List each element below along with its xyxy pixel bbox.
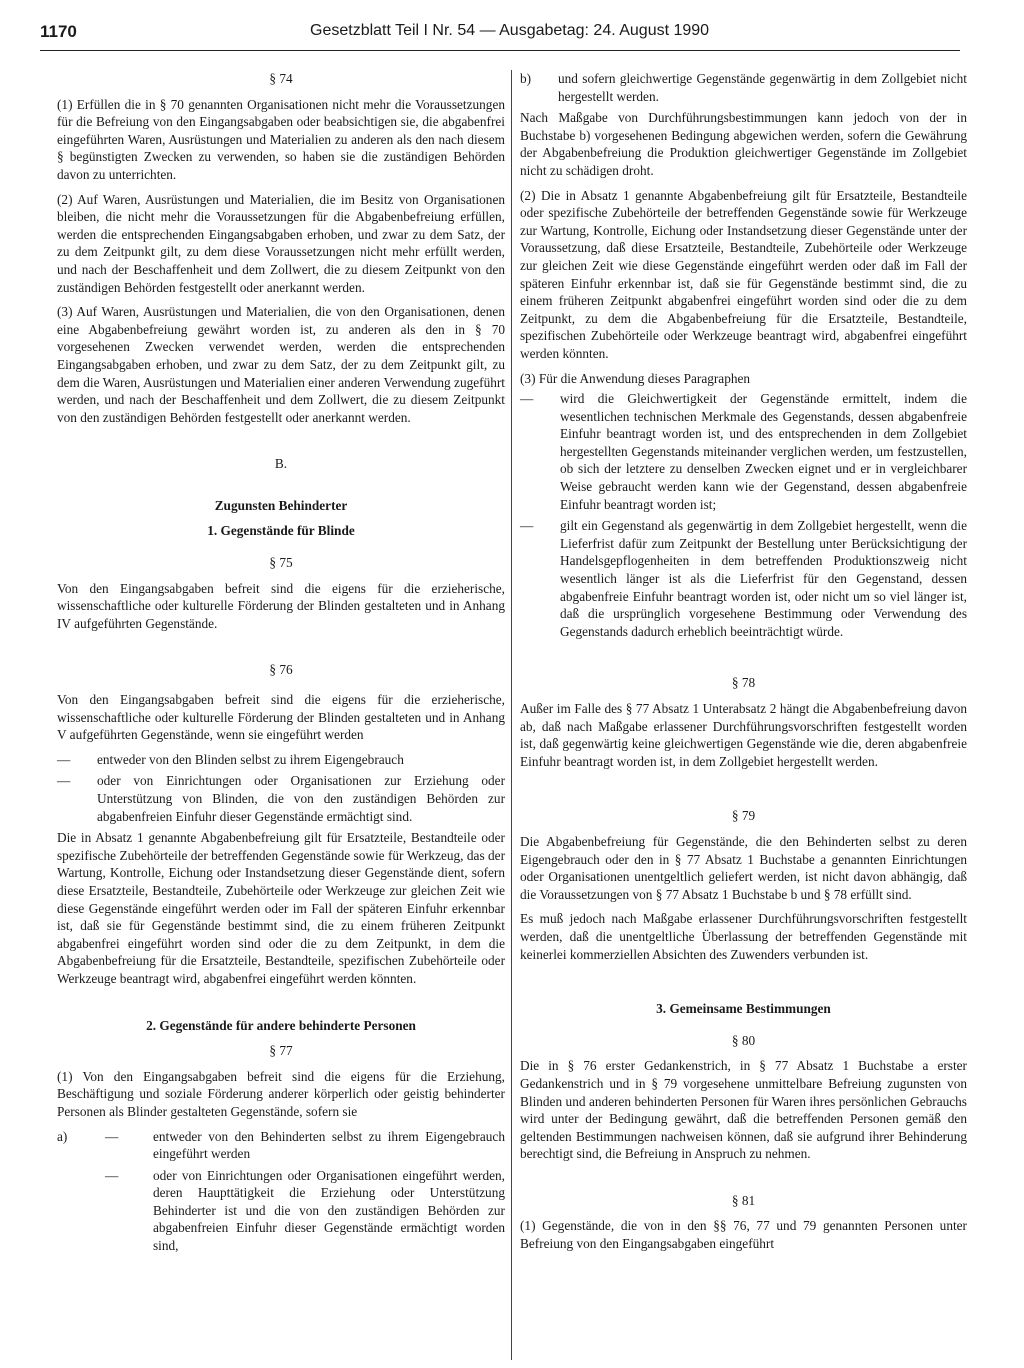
section-74-paragraph-3: (3) Auf Waren, Ausrüstungen und Materialien, die von den Organisationen, denen eine Abgabenbefreiung gewährt worden ist, zu anderen als den in § 70 vorgesehenen Zwecken verwendet werden, werden die entsprechenden Eingangsabgaben erhoben, und zwar zu dem Satz, der zu dem Zeitpunkt gilt, zu dem die Waren, Ausrüstungen und Materialien einer anderen Verwendung zugeführt werden, und nach der Beschaffenheit und dem Zollwert, die zu diesem Zeitpunkt von den zuständigen Behörden festgestellt oder anerkannt werden. — [57, 304, 505, 425]
section-74-paragraph-2: (2) Auf Waren, Ausrüstungen und Materialien, die im Besitz von Organisationen bleiben, die nicht mehr die Voraussetzungen für die Abgabenbefreiung erfüllen, werden die entsprechenden Eingangsabgaben erhoben, und zwar zu dem Satz, der zu dem Zeitpunkt gilt, zu dem diese Voraussetzungen nicht mehr erfüllt werden, und nach der Beschaffenheit und dem Zollwert, die zu diesem Zeitpunkt von den zuständigen Behörden festgestellt oder anerkannt werden. — [57, 191, 505, 295]
item-a-dash-1: — — [105, 1128, 119, 1144]
section-78-paragraph: Außer im Falle des § 77 Absatz 1 Unterabsatz 2 hängt die Abgabenbefreiung davon ab, daß nach Maßgabe erlassener Durchführungsvorschriften festgestellt worden ist, daß gegenwärtig keine gleichwertigen Gegenstände wie die, deren abgabenfreie Einfuhr beantragt worden ist, in dem Zollgebiet hergestellt werden. — [520, 701, 967, 769]
section-79-paragraph-1: Die Abgabenbefreiung für Gegenstände, die den Behinderten selbst zu deren Eigengebrauch oder den in § 77 Absatz 1 Buchstabe a genannten Einrichtungen oder Organisationen unentgeltlich geliefert werden, ist nicht davon abhängig, daß die Voraussetzungen von § 77 Absatz 1 Buchstabe b und § 78 erfüllt sind. — [520, 833, 967, 902]
section-74-title: § 74 — [269, 71, 293, 86]
section-80-paragraph: Die in § 76 erster Gedankenstrich, in § 77 Absatz 1 Buchstabe a erster Gedankenstrich und in § 79 vorgesehene unmittelbare Befreiung zugunsten von Blinden und anderen behinderten Personen für Waren ihres persönlichen Gebrauchs wird unter der Bedingung gewährt, daß die betreffenden Personen gemäß den geltenden Bestimmungen nachweisen können, daß sie aufgrund ihrer Behinderung berechtigt sind, die Befreiung in Anspruch zu nehmen. — [520, 1058, 967, 1162]
left-column — [57, 70, 505, 1259]
section-81-paragraph-1: (1) Gegenstände, die von in den §§ 76, 77 und 79 genannten Personen unter Befreiung von den Eingangsabgaben eingeführt — [520, 1218, 967, 1252]
section-75-title: § 75 — [269, 555, 293, 571]
page-number: 1170 — [40, 22, 77, 41]
section-77-item-b — [520, 70, 967, 105]
subsection-1-title: 1. Gegenstände für Blinde — [207, 523, 355, 539]
item-b-text: und sofern gleichwertige Gegenstände gegenwärtig in dem Zollgebiet nicht hergestellt werden. — [558, 71, 967, 104]
section-76-paragraph-2: Die in Absatz 1 genannte Abgabenbefreiung gilt für Ersatzteile, Bestandteile oder spezifische Zubehörteile der betreffenden Gegenstände sowie für Werkzeug, das der Wartung, Kontrolle, Eichung oder Instandsetzung dieser Gegenstände dient, sofern diese Ersatzteile, Bestandteile, Zubehörteile oder Werkzeuge zur gleichen Zeit wie diese Gegenstände eingeführt werden oder im Fall der späteren Einfuhr erkennbar ist, daß sie für Gegenstände bestimmt sind, die zu einem früheren Zeitpunkt abgabenfrei eingeführt worden sind oder die zu dem Zeitpunkt, in dem die Abgabenbefreiung für die Ersatzteile, Bestandteile, spezifischen Zubehörteile oder Werkzeuge beantragt wird, abgabenfrei eingeführt werden könnten. — [57, 830, 505, 986]
section-77-title: § 77 — [269, 1043, 293, 1059]
item-a-dash-2-text: oder von Einrichtungen oder Organisationen eingeführt werden, deren Haupttätigkeit die Erziehung oder Unterstützung Behinderter ist und die von den zuständigen Behörden zur abgabenfreien Einfuhr dieser Gegenstände ermächtigt worden sind, — [153, 1167, 505, 1254]
page-header — [40, 16, 960, 51]
section-80-title: § 80 — [731, 1032, 756, 1048]
section-79-title: § 79 — [731, 808, 756, 824]
section-76-dash-item-1: — entweder von den Blinden selbst zu ihrem Eigengebrauch — [57, 751, 505, 769]
running-title: Gesetzblatt Teil I Nr. 54 — Ausgabetag: 24. August 1990 — [310, 22, 710, 39]
subsection-2-title: 2. Gegenstände für andere behinderte Personen — [146, 1017, 416, 1033]
section-77-dash-item-2: — gilt ein Gegenstand als gegenwärtig in dem Zollgebiet hergestellt, wenn die Lieferfrist dafür zum Zeitpunkt der Bestellung unter Berücksichtigung der Handelsgepflogenheiten in dem betreffenden Produktionszweig nicht wesentlich länger ist als die Lieferfrist für den Gegenstand, dessen abgabenfreie Einfuhr beantragt worden ist, oder nicht um so viel länger ist, daß die ursprünglich vorgesehene Bestimmung oder Verwendung des Gegenstands dadurch erheblich beeinträchtigt würde. — [520, 517, 967, 640]
section-77-paragraph-1: (1) Von den Eingangsabgaben befreit sind die eigens für die Erziehung, Beschäftigung und soziale Förderung anderer körperlich oder geistig behinderter Personen als Blinder gestalteten Gegenstände, sofern sie — [57, 1068, 505, 1119]
item-b-marker: b) — [520, 71, 532, 86]
section-75-paragraph: Von den Eingangsabgaben befreit sind die eigens für die erzieherische, wissenschaftliche oder kulturelle Förderung der Blinden gestalteten und in Anhang IV aufgeführten Gegenstände. — [57, 580, 505, 631]
section-81-title: § 81 — [731, 1192, 756, 1208]
section-77-item-a-2 — [57, 1167, 505, 1255]
item-a-dash-1-text: entweder von den Behinderten selbst zu ihrem Eigengebrauch eingeführt werden — [153, 1128, 505, 1162]
part-b-heading: B. — [274, 456, 288, 472]
section-78-title: § 78 — [731, 675, 756, 691]
section-77-item-a-1 — [57, 1128, 505, 1163]
section-77-exception-paragraph: Nach Maßgabe von Durchführungsbestimmungen kann jedoch von der in Buchstabe b) vorgesehenen Bedingung abgewichen werden, sofern die Gewährung der Abgabenbefreiung die Produktion gleichwertiger Gegenstände im Zollgebiet nicht zu schädigen droht. — [520, 110, 967, 178]
right-column — [520, 70, 967, 1260]
part-b-title: Zugunsten Behinderter — [214, 497, 348, 513]
section-77-paragraph-3: (3) Für die Anwendung dieses Paragraphen — [520, 370, 751, 386]
section-77-dash-item-1: — wird die Gleichwertigkeit der Gegenstände ermittelt, indem die wesentlichen technischen Merkmale des Gegenstands, dessen abgabenfreie Einfuhr beantragt worden ist, und des entsprechenden in dem Zollgebiet hergestellten Gegenstands miteinander verglichen werden, um festzustellen, ob sich der letztere zu denselben Zwecken eignet und er in vergleichbarer Weise gebraucht werden kann wie der Gegenstand, dessen abgabenfreie Einfuhr beantragt worden ist; — [520, 390, 967, 513]
section-76-title: § 76 — [269, 662, 293, 678]
section-76-dash-item-2: — oder von Einrichtungen oder Organisationen zur Erziehung oder Unterstützung von Blinden, die von den zuständigen Behörden zur abgabenfreien Einfuhr dieser Gegenstände ermächtigt sind. — [57, 772, 505, 825]
subsection-3-title: 3. Gemeinsame Bestimmungen — [656, 1001, 831, 1017]
section-79-paragraph-2: Es muß jedoch nach Maßgabe erlassener Durchführungsvorschriften festgestellt werden, daß die unentgeltliche Überlassung der betreffenden Gegenstände mit keinerlei kommerziellen Absichten des Zuwenders verbunden ist. — [520, 911, 967, 962]
column-divider — [511, 70, 512, 1360]
section-76-paragraph-1: Von den Eingangsabgaben befreit sind die eigens für die erzieherische, wissenschaftliche oder kulturelle Förderung der Blinden gestalteten und in Anhang V aufgeführten Gegenstände, wenn sie eingeführt werden — [57, 692, 505, 743]
item-a-dash-2: — — [105, 1167, 119, 1183]
section-77-paragraph-2: (2) Die in Absatz 1 genannte Abgabenbefreiung gilt für Ersatzteile, Bestandteile oder spezifische Zubehörteile der betreffenden Gegenstände sowie für Werkzeuge zur Wartung, Kontrolle, Eichung oder Instandsetzung dieser Gegenstände unter der Voraussetzung, daß diese Ersatzteile, Bestandteile, Zubehörteile oder Werkzeuge zur gleichen Zeit wie diese Gegenstände eingeführt werden oder daß im Fall der späteren Einfuhr erkennbar ist, daß sie für Gegenstände bestimmt sind, die zu einem früheren Zeitpunkt abgabenfrei eingeführt worden sind oder die zu dem Zeitpunkt, zu dem die Abgabenbefreiung für die Ersatzteile, Bestandteile, spezifischen Zubehörteile oder Werkzeuge beantragt wird, abgabenfrei eingeführt werden könnten. — [520, 187, 967, 361]
section-74-paragraph-1: (1) Erfüllen die in § 70 genannten Organisationen nicht mehr die Voraussetzungen für die Befreiung von den Eingangsabgaben oder beabsichtigen sie, die abgabenfrei eingeführten Waren, Ausrüstungen und Materialien zu anderen als den nach diesem § begünstigten Zwecken zu verwenden, so haben sie die zuständigen Behörden davon zu unterrichten. — [57, 96, 505, 182]
item-a-marker: a) — [57, 1128, 68, 1144]
